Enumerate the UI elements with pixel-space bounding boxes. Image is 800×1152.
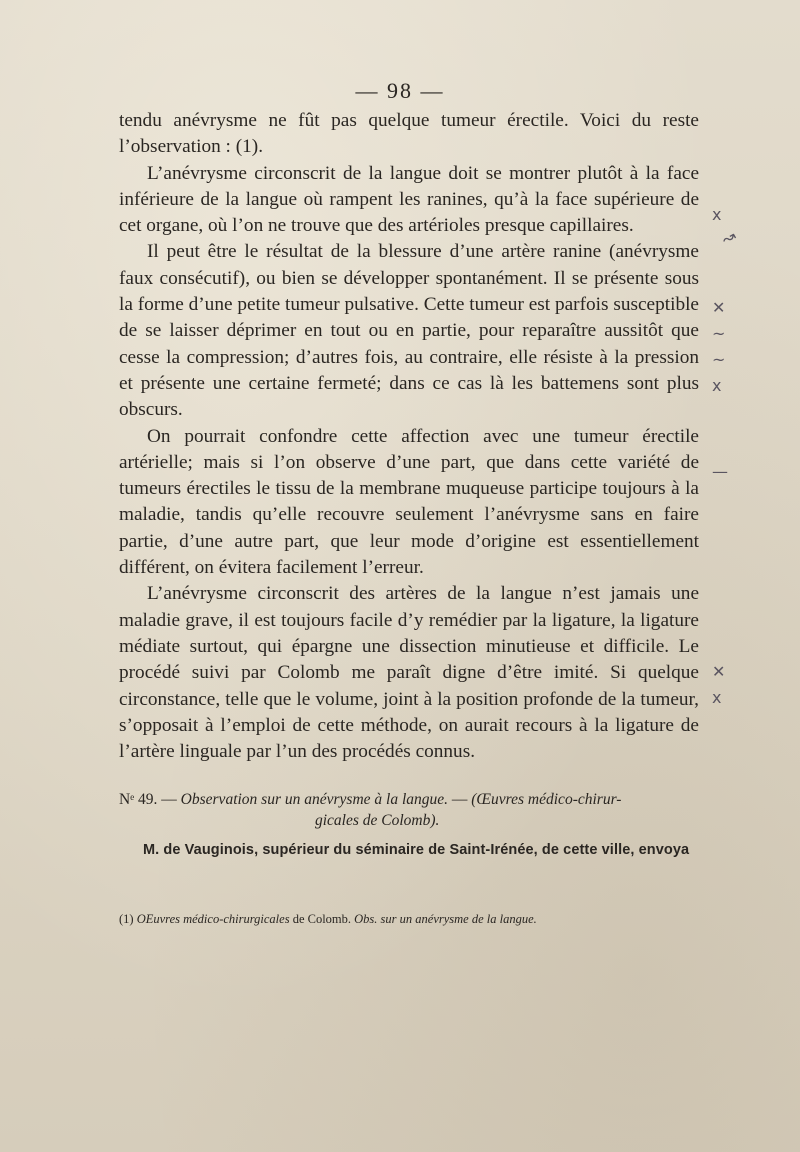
observation-source-1: (Œuvres médico-chirur- [471, 791, 622, 808]
margin-mark: — [712, 462, 728, 481]
page-number: — 98 — [355, 78, 445, 103]
paragraph-3: Il peut être le résultat de la blessure d’une artère ranine (anévrysme faux consécutif), ou bien se développer spontanément. Il se présente sous la forme d’une petite tumeur pulsative. Cette tumeur est parfois susceptible de se laisser déprimer en tout ou en partie, pour reparaître aussitôt que cesse la compression; d’autres fois, au contraire, elle résiste à la pression et présente une certaine fermeté; dans ce cas là les battemens sont plus obscurs. [119, 241, 699, 421]
paragraph-2: L’anévrysme circonscrit de la langue doit se montrer plutôt à la face inférieure de la langue où rampent les ranines, qu’à la face supérieure de cet organe, où l’on ne trouve que des artérioles presque capillaires. [119, 162, 699, 237]
footnote-work: OEuvres médico-chirurgicales [136, 912, 290, 926]
observation-number: Nᵉ 49. [119, 791, 158, 808]
footnote-middle: de Colomb. [289, 912, 355, 926]
paragraph-1: tendu anévrysme ne fût pas quelque tumeur érectile. Voici du reste l’observation : (1). [119, 110, 699, 158]
observation-dash: — [157, 791, 181, 808]
footnote-marker: (1) [119, 912, 134, 926]
margin-mark: ✕ [712, 662, 726, 681]
margin-mark: x [712, 205, 722, 224]
margin-mark: x [712, 376, 722, 395]
margin-mark: ✕ [712, 298, 726, 317]
observation-title: Observation sur un anévrysme à la langue. [180, 791, 449, 808]
footnote [119, 911, 699, 927]
margin-mark: x [712, 688, 722, 707]
paragraph-4: On pourrait confondre cette affection avec une tumeur érectile artérielle; mais si l’on observe d’une part, que dans cette variété de tumeurs érectiles le tissu de la membrane muqueuse participe toujours à la maladie, tandis qu’elle recouvre seulement l’anévrysme sans en faire partie, d’une autre part, que leur mode d’origine est essentiellement différent, on évitera facilement l’erreur. [119, 425, 699, 579]
margin-mark: ~ [712, 350, 726, 369]
paragraph-5: L’anévrysme circonscrit des artères de la langue n’est jamais une maladie grave, il est toujours facile d’y remédier par la ligature, la ligature médiate surtout, qui épargne une dissection minutieuse et difficile. Le procédé suivi par Colomb me paraît digne d’être imité. Si quelque circonstance, telle que le volume, joint à la position profonde de la tumeur, s’opposait à l’emploi de cette méthode, on aurait recours à la ligature de l’artère linguale par l’un des procédés connus. [119, 583, 699, 763]
observation-intro: M. de Vauginois, supérieur du séminaire de Saint-Irénée, de cette ville, envoya [143, 842, 690, 858]
main-text [119, 108, 699, 765]
margin-mark: ~ [712, 324, 726, 343]
observation-separator: — [448, 791, 472, 808]
observation-heading [119, 789, 699, 810]
margin-mark: ↝ [718, 225, 740, 250]
footnote-ref: Obs. sur un anévrysme de la langue. [354, 912, 537, 926]
observation-block [119, 789, 699, 861]
observation-source-2: gicales de Colomb). [315, 812, 440, 829]
